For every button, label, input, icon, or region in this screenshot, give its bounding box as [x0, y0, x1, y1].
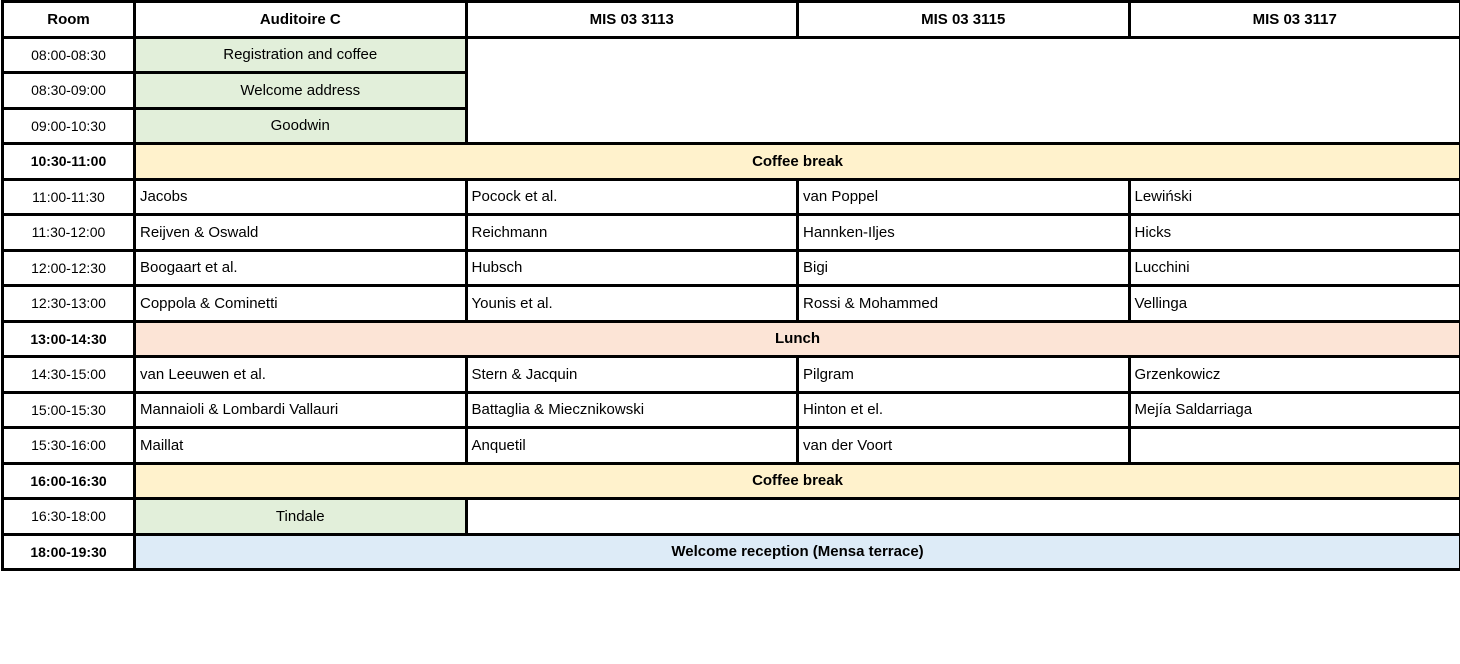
plenary-session: Tindale: [135, 499, 467, 535]
talk-cell: Younis et al.: [466, 286, 798, 322]
time-slot: 14:30-15:00: [3, 357, 135, 393]
table-row: [3, 37, 1460, 73]
talk-cell: van Leeuwen et al.: [135, 357, 467, 393]
talk-cell: Pilgram: [798, 357, 1130, 393]
time-slot: 16:00-16:30: [3, 463, 135, 499]
table-row: [3, 463, 1460, 499]
room-mis-03-3117: MIS 03 3117: [1129, 2, 1460, 38]
room-mis-03-3115: MIS 03 3115: [798, 2, 1130, 38]
time-slot: 18:00-19:30: [3, 534, 135, 570]
talk-cell: Jacobs: [135, 179, 467, 215]
table-row: [3, 499, 1460, 535]
time-slot: 11:00-11:30: [3, 179, 135, 215]
time-slot: 10:30-11:00: [3, 144, 135, 180]
talk-cell: Bigi: [798, 250, 1130, 286]
coffee-break: Coffee break: [135, 144, 1460, 180]
talk-cell: Battaglia & Miecznikowski: [466, 392, 798, 428]
plenary-session: Goodwin: [135, 108, 467, 144]
coffee-break: Coffee break: [135, 463, 1460, 499]
time-slot: 09:00-10:30: [3, 108, 135, 144]
time-slot: 15:00-15:30: [3, 392, 135, 428]
talk-cell: Coppola & Cominetti: [135, 286, 467, 322]
empty-cell: [466, 37, 1460, 144]
table-row: [3, 250, 1460, 286]
talk-cell: Hinton et el.: [798, 392, 1130, 428]
talk-cell: Hicks: [1129, 215, 1460, 251]
room-header: Room: [3, 2, 135, 38]
welcome-reception: Welcome reception (Mensa terrace): [135, 534, 1460, 570]
time-slot: 08:30-09:00: [3, 73, 135, 109]
talk-cell: [1129, 428, 1460, 464]
table-row: [3, 534, 1460, 570]
talk-cell: Rossi & Mohammed: [798, 286, 1130, 322]
time-slot: 13:00-14:30: [3, 321, 135, 357]
talk-cell: Lewiński: [1129, 179, 1460, 215]
talk-cell: van der Voort: [798, 428, 1130, 464]
plenary-session: Welcome address: [135, 73, 467, 109]
table-row: [3, 428, 1460, 464]
talk-cell: Vellinga: [1129, 286, 1460, 322]
talk-cell: Lucchini: [1129, 250, 1460, 286]
schedule-table: [1, 0, 1460, 571]
plenary-session: Registration and coffee: [135, 37, 467, 73]
talk-cell: van Poppel: [798, 179, 1130, 215]
talk-cell: Hannken-Iljes: [798, 215, 1130, 251]
room-mis-03-3113: MIS 03 3113: [466, 2, 798, 38]
talk-cell: Mannaioli & Lombardi Vallauri: [135, 392, 467, 428]
talk-cell: Boogaart et al.: [135, 250, 467, 286]
table-row: [3, 215, 1460, 251]
header-row: [3, 2, 1460, 38]
time-slot: 12:30-13:00: [3, 286, 135, 322]
talk-cell: Pocock et al.: [466, 179, 798, 215]
talk-cell: Grzenkowicz: [1129, 357, 1460, 393]
table-row: [3, 179, 1460, 215]
time-slot: 16:30-18:00: [3, 499, 135, 535]
talk-cell: Maillat: [135, 428, 467, 464]
talk-cell: Mejía Saldarriaga: [1129, 392, 1460, 428]
table-row: [3, 392, 1460, 428]
time-slot: 08:00-08:30: [3, 37, 135, 73]
talk-cell: Stern & Jacquin: [466, 357, 798, 393]
table-row: [3, 144, 1460, 180]
talk-cell: Anquetil: [466, 428, 798, 464]
table-row: [3, 357, 1460, 393]
empty-cell: [466, 499, 1460, 535]
table-row: [3, 321, 1460, 357]
time-slot: 15:30-16:00: [3, 428, 135, 464]
room-auditoire-c: Auditoire C: [135, 2, 467, 38]
talk-cell: Reijven & Oswald: [135, 215, 467, 251]
lunch-break: Lunch: [135, 321, 1460, 357]
talk-cell: Reichmann: [466, 215, 798, 251]
talk-cell: Hubsch: [466, 250, 798, 286]
time-slot: 12:00-12:30: [3, 250, 135, 286]
time-slot: 11:30-12:00: [3, 215, 135, 251]
table-row: [3, 286, 1460, 322]
